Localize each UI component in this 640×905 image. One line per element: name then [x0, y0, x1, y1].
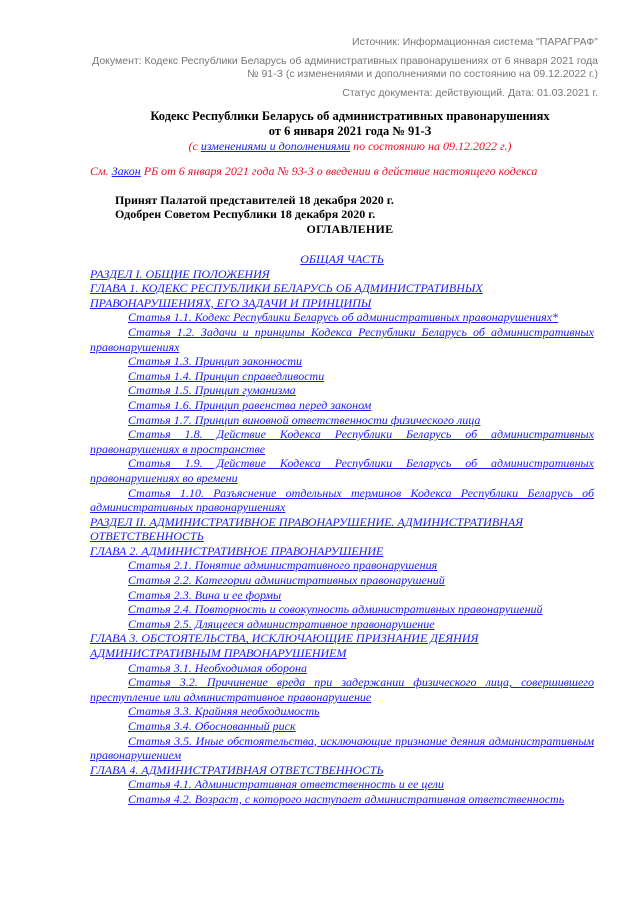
toc-section-link[interactable]: РАЗДЕЛ II. АДМИНИСТРАТИВНОЕ ПРАВОНАРУШЕНИЕ. АДМИНИСТРАТИВНАЯ ОТВЕТСТВЕННОСТЬ [90, 514, 524, 544]
amendments-link[interactable]: изменениями и дополнениями [200, 139, 351, 153]
toc-article-link[interactable]: Статья 1.2. Задачи и принципы Кодекса Республики Беларусь об административных правонарушениях [90, 324, 594, 354]
toc-article-link[interactable]: Статья 1.1. Кодекс Республики Беларусь об административных правонарушениях* [128, 310, 559, 325]
toc-article-link[interactable]: Статья 2.5. Длящееся административное правонарушение [128, 616, 435, 631]
toc-heading: ОГЛАВЛЕНИЕ [306, 222, 394, 236]
toc-chapter-link[interactable]: ГЛАВА 3. ОБСТОЯТЕЛЬСТВА, ИСКЛЮЧАЮЩИЕ ПРИЗНАНИЕ ДЕЯНИЯ АДМИНИСТРАТИВНЫМ ПРАВОНАРУШЕНИЕМ [90, 631, 479, 661]
toc-article-link[interactable]: Статья 3.1. Необходимая оборона [128, 660, 308, 675]
toc-article-link[interactable]: Статья 1.10. Разъяснение отдельных терминов Кодекса Республики Беларусь об административных правонарушениях [90, 485, 594, 515]
toc-article-link[interactable]: Статья 2.1. Понятие административного правонарушения [128, 558, 438, 573]
toc-section-link[interactable]: РАЗДЕЛ I. ОБЩИЕ ПОЛОЖЕНИЯ [90, 266, 270, 281]
toc-article-link[interactable]: Статья 3.4. Обоснованный риск [128, 719, 296, 733]
see-law-note [90, 164, 537, 179]
toc-article-link[interactable]: Статья 1.8. Действие Кодекса Республики Беларусь об административных правонарушениях в пространстве [90, 427, 594, 456]
toc-article-link[interactable]: Статья 1.5. Принцип гуманизма [128, 383, 296, 398]
law-link[interactable]: Закон [111, 164, 141, 178]
toc-article-link[interactable]: Статья 1.3. Принцип законности [128, 354, 303, 369]
toc-article-link[interactable]: Статья 3.5. Иные обстоятельства, исключающие признание деяния административным правонарушением [90, 733, 594, 763]
source-line: Источник: Информационная система "ПАРАГРАФ" [352, 36, 598, 48]
amendments-prefix: (с [188, 139, 201, 153]
toc-article-link[interactable]: Статья 1.7. Принцип виновной ответственности физического лица [128, 412, 481, 427]
toc-chapter-link[interactable]: ГЛАВА 4. АДМИНИСТРАТИВНАЯ ОТВЕТСТВЕННОСТЬ [90, 762, 384, 777]
adopted-line: Принят Палатой представителей 18 декабря 2020 г. [115, 193, 394, 207]
toc-article-link[interactable]: Статья 1.6. Принцип равенства перед законом [128, 397, 372, 412]
toc-article-link[interactable]: Статья 2.3. Вина и ее формы [128, 587, 282, 602]
toc-article-link[interactable]: Статья 3.3. Крайняя необходимость [128, 704, 320, 719]
document-title: Кодекс Республики Беларусь об административных правонарушениях [150, 109, 550, 123]
amendments-suffix: по состоянию на 09.12.2022 г.) [350, 139, 512, 153]
table-of-contents [90, 252, 594, 807]
toc-article-link[interactable]: Статья 1.4. Принцип справедливости [128, 368, 325, 383]
toc-chapter-link[interactable]: ГЛАВА 2. АДМИНИСТРАТИВНОЕ ПРАВОНАРУШЕНИЕ [90, 543, 384, 558]
amendments-note [90, 139, 610, 154]
toc-part-link[interactable]: ОБЩАЯ ЧАСТЬ [300, 252, 384, 266]
document-title-date: от 6 января 2021 года № 91-З [268, 124, 432, 138]
toc-article-link[interactable]: Статья 1.9. Действие Кодекса Республики Беларусь об административных правонарушениях во времени [90, 456, 594, 485]
toc-article-link[interactable]: Статья 2.2. Категории административных правонарушений [128, 573, 445, 588]
toc-article-link[interactable]: Статья 4.1. Административная ответственность и ее цели [128, 777, 444, 792]
toc-article-link[interactable]: Статья 3.2. Причинение вреда при задержании физического лица, совершившего преступление или административное правонарушение [90, 675, 594, 704]
toc-article-link[interactable]: Статья 2.4. Повторность и совокупность административных правонарушений [128, 602, 543, 617]
see-law-suffix: РБ от 6 января 2021 года № 93-З о введении в действие настоящего кодекса [140, 164, 538, 178]
toc-chapter-link[interactable]: ГЛАВА 1. КОДЕКС РЕСПУБЛИКИ БЕЛАРУСЬ ОБ АДМИНИСТРАТИВНЫХ ПРАВОНАРУШЕНИЯХ, ЕГО ЗАДАЧИ И ПРИНЦИПЫ [90, 281, 483, 310]
approved-line: Одобрен Советом Республики 18 декабря 2020 г. [115, 207, 376, 221]
see-law-prefix: См. [90, 164, 112, 178]
toc-article-link[interactable]: Статья 4.2. Возраст, с которого наступает административная ответственность [128, 791, 565, 806]
document-line: Документ: Кодекс Республики Беларусь об административных правонарушениях от 6 января 2021 года № 91-З (с изменениями и дополнениями по состоянию на 09.12.2022 г.) [92, 55, 598, 80]
status-line: Статус документа: действующий. Дата: 01.03.2021 г. [342, 87, 598, 99]
